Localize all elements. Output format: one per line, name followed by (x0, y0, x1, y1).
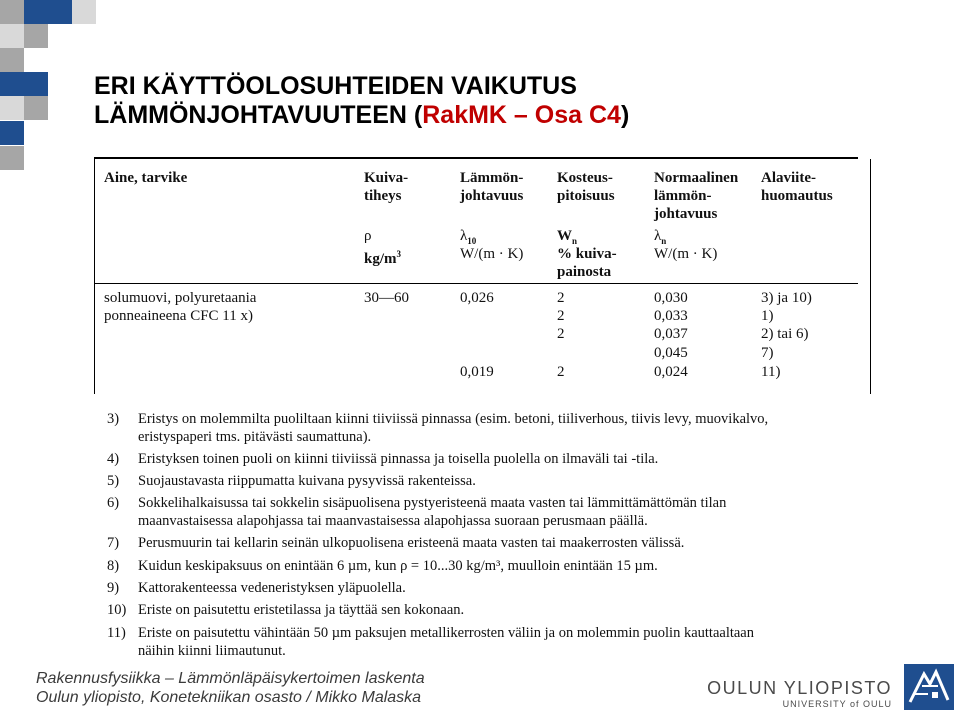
symbol-density: ρ (364, 228, 372, 244)
footnote-text: Perusmuurin tai kellarin seinän ulkopuolisena eristeenä maata vasten tai maakerrosten välissä. (138, 535, 685, 551)
symbol-normal-lambda: λ (654, 228, 662, 244)
table-top-rule (94, 157, 858, 159)
footnote-number: 5) (107, 473, 120, 489)
footnote-text: Kattorakenteessa vedeneristyksen yläpuolella. (138, 580, 406, 596)
table-cell-lambda10: 0,026 (460, 290, 494, 306)
symbol-lambda-sub: 10 (467, 236, 477, 246)
footnote-number: 4) (107, 451, 120, 467)
logo-main-text: OULUN YLIOPISTO (707, 678, 892, 698)
title-line-2: LÄMMÖNJOHTAVUUTEEN ( (94, 101, 423, 129)
footnote-text: Eristyksen toinen puoli on kiinni tiiviissä pinnassa ja toisella puolella on ilmaväli tai -tila. (138, 451, 659, 467)
table-cell-moisture: 2 (557, 308, 565, 324)
footnote-text: Eriste on paisutettu eristetilassa ja täyttää sen kokonaan. (138, 602, 465, 618)
material-line-1: solumuovi, polyuretaania (104, 290, 257, 306)
material-line-2: ponneaineena CFC 11 x) (104, 308, 253, 324)
table-cell-lambda10: 0,019 (460, 364, 494, 380)
header-conductivity-1: Lämmön- (460, 170, 524, 186)
footnote-text: Eristys on molemmilta puoliltaan kiinni tiiviissä pinnassa (esim. betoni, tiiliverhous, tiivis levy, muovikalvo, (138, 411, 769, 427)
table-cell-note: 1) (761, 308, 774, 324)
table-cell-lambdan: 0,024 (654, 364, 688, 380)
title-reference: RakMK – Osa C4 (422, 101, 621, 129)
table-cell-note: 11) (761, 364, 781, 380)
footnote-text: näihin kiinni liimautunut. (138, 643, 286, 659)
symbol-lambda: λ (460, 228, 468, 244)
footnote-number: 9) (107, 580, 120, 596)
footnote-number: 6) (107, 495, 120, 511)
header-material: Aine, tarvike (104, 170, 188, 186)
footnote-text: Sokkelihalkaisussa tai sokkelin sisäpuolisena pystyeristeenä maata vasten tai lämmittämättömän tilan (138, 495, 727, 511)
table-cell-note: 3) ja 10) (761, 290, 812, 306)
unit-density-sup: 3 (396, 249, 402, 259)
density-value: 30—60 (364, 290, 409, 306)
unit-conductivity: W/(m · K) (460, 246, 524, 262)
unit-moisture-1: % kuiva- (557, 246, 617, 262)
table-cell-moisture: 2 (557, 326, 565, 342)
unit-moisture-2: painosta (557, 264, 612, 280)
university-logo-icon (904, 664, 954, 710)
footnote-text: eristyspaperi tms. pitävästi saumattuna). (138, 429, 372, 445)
symbol-moisture-sub: n (572, 236, 578, 246)
unit-density (364, 245, 401, 268)
university-logo-text (707, 678, 892, 710)
footnote-number: 8) (107, 558, 120, 574)
table-cell-lambdan: 0,033 (654, 308, 688, 324)
table-cell-note: 2) tai 6) (761, 326, 809, 342)
footnote-text: Suojaustavasta riippumatta kuivana pysyvissä rakenteissa. (138, 473, 476, 489)
table-right-rule (870, 159, 871, 394)
table-left-rule (94, 159, 95, 394)
footer-line-1: Rakennusfysiikka – Lämmönläpäisykertoimen laskenta (36, 670, 425, 687)
table-cell-lambdan: 0,037 (654, 326, 688, 342)
table-cell-lambdan: 0,030 (654, 290, 688, 306)
footnote-number: 7) (107, 535, 120, 551)
header-normal-1: Normaalinen (654, 170, 739, 186)
header-footnote-2: huomautus (761, 188, 833, 204)
header-footnote-1: Alaviite- (761, 170, 816, 186)
title-line-2-end: ) (620, 101, 630, 129)
footnote-number: 10) (107, 602, 127, 618)
title-line-1: ERI KÄYTTÖOLOSUHTEIDEN VAIKUTUS (94, 72, 577, 100)
header-conductivity-2: johtavuus (460, 188, 524, 204)
table-cell-lambdan: 0,045 (654, 345, 688, 361)
footnote-text: Eriste on paisutettu vähintään 50 µm paksujen metallikerrosten väliin ja on molemmin puolin kauttaaltaan (138, 625, 754, 641)
table-cell-note: 7) (761, 345, 774, 361)
symbol-normal-sub: n (661, 236, 667, 246)
header-moisture-2: pitoisuus (557, 188, 615, 204)
logo-sub-text: UNIVERSITY of OULU (782, 699, 892, 709)
symbol-moisture-w: W (557, 228, 572, 244)
footer-line-2: Oulun yliopisto, Konetekniikan osasto / Mikko Malaska (36, 689, 422, 706)
header-normal-2: lämmön- (654, 188, 712, 204)
footnote-number: 3) (107, 411, 120, 427)
footnote-text: maanvastaisessa alapohjassa tai maanvastaisessa alapohjassa suoraan perusmaan päällä. (138, 513, 648, 529)
header-normal-3: johtavuus (654, 206, 718, 222)
unit-density-text: kg/m (364, 251, 397, 267)
table-header-rule (94, 283, 858, 284)
header-moisture-1: Kosteus- (557, 170, 613, 186)
header-density-2: tiheys (364, 188, 402, 204)
unit-normal: W/(m · K) (654, 246, 718, 262)
table-cell-moisture: 2 (557, 364, 565, 380)
table-cell-moisture: 2 (557, 290, 565, 306)
header-density-1: Kuiva- (364, 170, 409, 186)
footnote-number: 11) (107, 625, 126, 641)
footnote-text: Kuidun keskipaksuus on enintään 6 µm, kun ρ = 10...30 kg/m³, muulloin enintään 15 µm. (138, 558, 658, 574)
footer-credits (36, 669, 425, 707)
